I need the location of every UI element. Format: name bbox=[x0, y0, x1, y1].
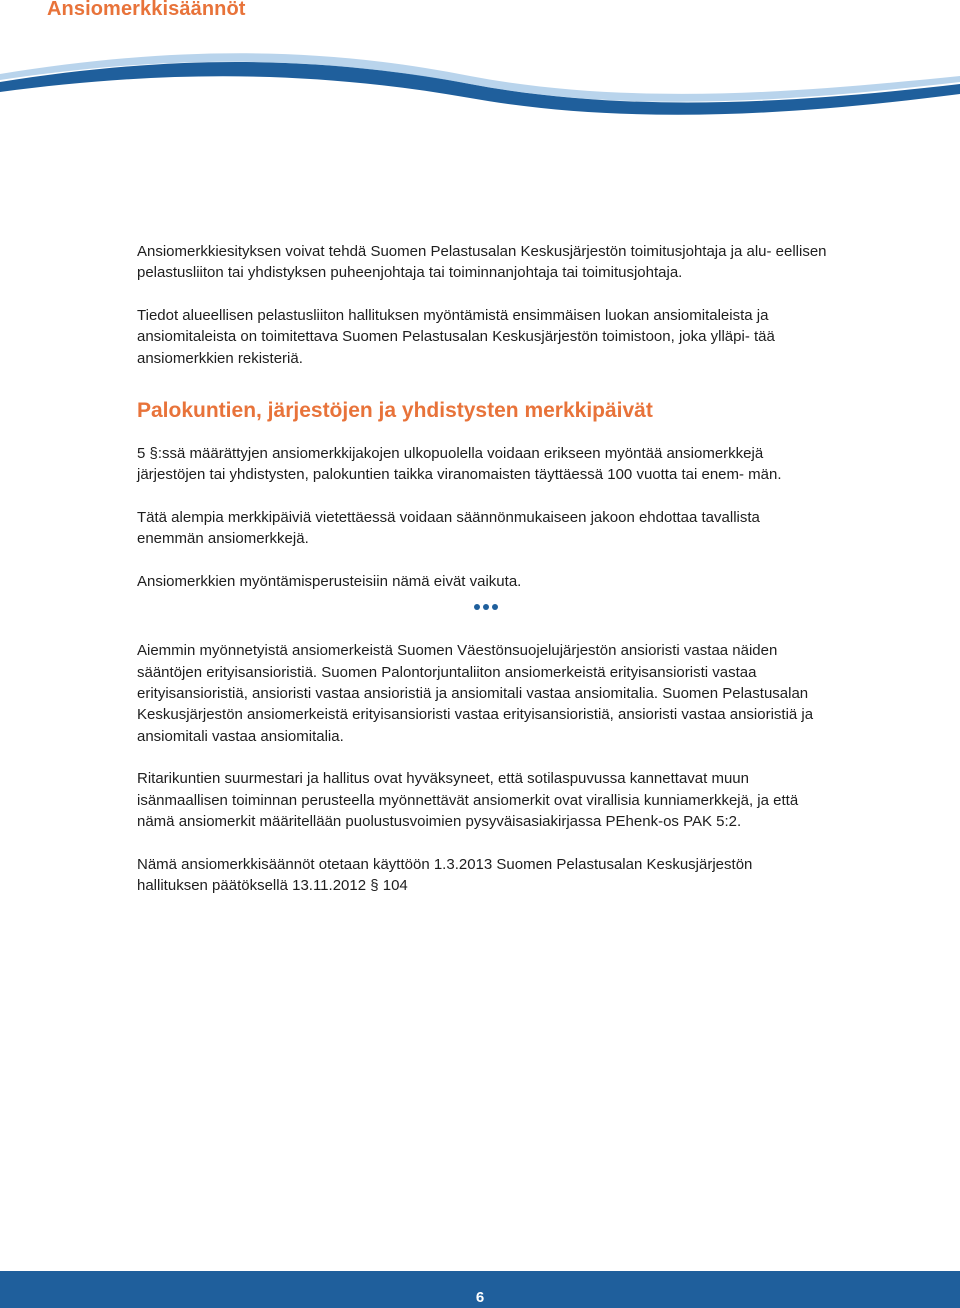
paragraph-section-2: Tätä alempia merkkipäiviä vietettäessä voidaan säännönmukaiseen jakoon ehdottaa tavallista enemmän ansiomerkkejä. bbox=[137, 509, 760, 548]
footer-bar bbox=[0, 1271, 960, 1308]
paragraph-final-2: Ritarikuntien suurmestari ja hallitus ovat hyväksyneet, että sotilaspuvussa kannettavat muun isänmaallisen toiminnan perusteella myönnettävät ansiomerkit ovat virallisia kunniamerkkejä, ja että nämä ansiomerkit määritellään puolustusvoimien pysyväisasiakirjassa PEhenk-os PAK 5:2. bbox=[137, 770, 799, 831]
page-number: 6 bbox=[475, 1289, 485, 1306]
page-header-title: Ansiomerkkisäännöt bbox=[47, 0, 246, 20]
section-heading: Palokuntien, järjestöjen ja yhdistysten merkkipäivät bbox=[137, 398, 653, 422]
paragraph-intro-1: Ansiomerkkiesityksen voivat tehdä Suomen Pelastusalan Keskusjärjestön toimitusjohtaja ja alu- eellisen pelastusliiton tai yhdistyksen puheenjohtaja tai toiminnanjohtaja tai toimitusjohtaja. bbox=[137, 243, 827, 282]
paragraph-section-3: Ansiomerkkien myöntämisperusteisiin nämä eivät vaikuta. bbox=[137, 573, 522, 591]
paragraph-section-1: 5 §:ssä määrättyjen ansiomerkkijakojen ulkopuolella voidaan erikseen myöntää ansiomerkkejä järjestöjen tai yhdistysten, palokuntien taikka viranomaisten täyttäessä 100 vuotta tai enem- män. bbox=[137, 444, 782, 484]
paragraph-intro-2: Tiedot alueellisen pelastusliiton hallituksen myöntämistä ensimmäisen luokan ansiomitaleista ja ansiomitaleista on toimitettava Suomen Pelastusalan Keskusjärjestön toimistoon, joka ylläpi- tää ansiomerkkien rekisteriä. bbox=[137, 307, 775, 367]
ellipsis-separator bbox=[137, 602, 827, 624]
paragraph-final-1: Aiemmin myönnetyistä ansiomerkeistä Suomen Väestönsuojelujärjestön ansioristi vastaa näiden sääntöjen erityisansioristiä. Suomen Palontorjuntaliiton ansiomerkeistä erityisansioristi vastaa erityisansioristiä, ansioristi vastaa ansioristiä ja ansiomitali vastaa ansiomitalia. Suomen Pelastusalan Keskusjärjestön ansiomerkeistä erityisansioristi vastaa erityisansioristiä, ansioristi vastaa ansioristiä ja ansiomitali vastaa ansiomitalia. bbox=[137, 642, 814, 745]
main-content bbox=[137, 241, 827, 896]
header-swoosh-decoration bbox=[0, 40, 960, 120]
paragraph-final-3: Nämä ansiomerkkisäännöt otetaan käyttöön 1.3.2013 Suomen Pelastusalan Keskusjärjestön hallituksen päätöksellä 13.11.2012 § 104 bbox=[137, 855, 753, 895]
ellipsis-dots-icon bbox=[473, 602, 499, 612]
